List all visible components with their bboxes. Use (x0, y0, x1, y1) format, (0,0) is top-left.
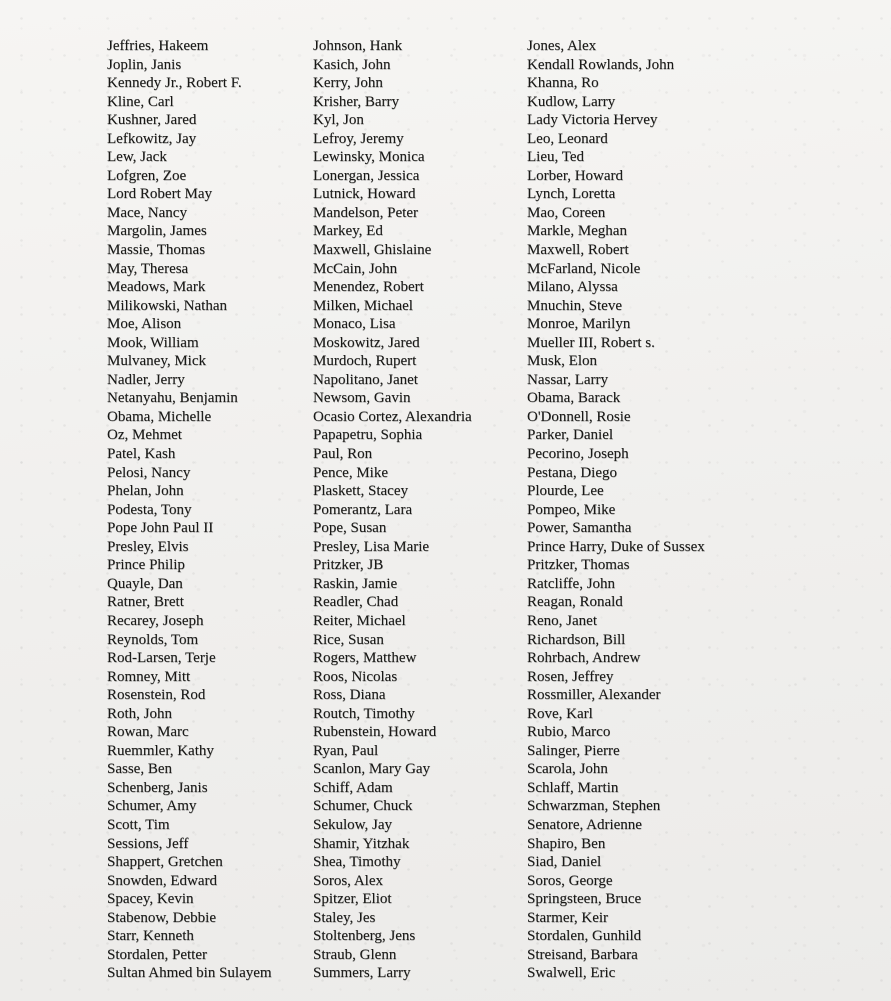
name-entry: Sultan Ahmed bin Sulayem (107, 965, 272, 982)
name-entry: Stordalen, Petter (107, 946, 207, 963)
name-entry: Monaco, Lisa (313, 316, 396, 333)
name-entry: Maxwell, Robert (527, 242, 629, 259)
name-entry: Rosenstein, Rod (107, 687, 206, 704)
name-entry: Musk, Elon (527, 353, 598, 370)
name-entry: Spitzer, Eliot (313, 891, 392, 908)
name-entry: Shappert, Gretchen (107, 854, 223, 871)
name-entry: Rove, Karl (527, 705, 593, 722)
name-entry: Scott, Tim (107, 816, 170, 833)
name-entry: Mnuchin, Steve (527, 297, 622, 314)
name-entry: Stabenow, Debbie (107, 909, 216, 926)
name-entry: Streisand, Barbara (527, 946, 638, 963)
name-entry: Ratner, Brett (107, 594, 184, 611)
name-entry: O'Donnell, Rosie (527, 408, 631, 425)
name-entry: Scanlon, Mary Gay (313, 761, 431, 778)
name-entry: Stoltenberg, Jens (313, 928, 416, 945)
name-entry: Massie, Thomas (107, 242, 206, 259)
name-list-column-2 (313, 37, 472, 983)
name-entry: Schiff, Adam (313, 779, 393, 796)
name-entry: Pelosi, Nancy (107, 464, 191, 481)
name-entry: Khanna, Ro (527, 75, 599, 92)
name-entry: Johnson, Hank (313, 38, 403, 54)
name-entry: Presley, Lisa Marie (313, 538, 430, 555)
name-entry: Menendez, Robert (313, 279, 424, 296)
name-entry: Starmer, Keir (527, 909, 609, 926)
name-entry: Lorber, Howard (527, 167, 624, 184)
name-entry: Sekulow, Jay (313, 816, 393, 833)
name-entry: Pomerantz, Lara (313, 501, 413, 518)
name-entry: Schlaff, Martin (527, 779, 619, 796)
name-entry: Rice, Susan (313, 631, 384, 648)
name-entry: Obama, Barack (527, 390, 621, 407)
name-entry: Rosen, Jeffrey (527, 668, 614, 685)
name-entry: Pope, Susan (313, 520, 387, 537)
name-entry: Jones, Alex (527, 38, 597, 54)
name-entry: Pritzker, JB (313, 557, 384, 574)
name-entry: Pope John Paul II (107, 520, 214, 537)
name-entry: Lutnick, Howard (313, 186, 416, 203)
name-entry: Lewinsky, Monica (313, 149, 425, 166)
name-entry: Schumer, Chuck (313, 798, 413, 815)
name-entry: Reno, Janet (527, 612, 597, 629)
name-entry: Mace, Nancy (107, 204, 187, 221)
name-entry: Roos, Nicolas (313, 668, 398, 685)
name-entry: Recarey, Joseph (107, 612, 204, 629)
name-entry: Rossmiller, Alexander (527, 687, 661, 704)
name-entry: Shapiro, Ben (527, 835, 606, 852)
name-entry: Lady Victoria Hervey (527, 112, 658, 129)
name-entry: Lew, Jack (107, 149, 167, 166)
name-entry: Spacey, Kevin (107, 891, 194, 908)
name-entry: Meadows, Mark (107, 279, 206, 296)
name-entry: McFarland, Nicole (527, 260, 641, 277)
name-entry: Plourde, Lee (527, 483, 604, 500)
name-entry: Kendall Rowlands, John (527, 56, 675, 73)
name-entry: Markey, Ed (313, 223, 383, 240)
name-entry: Routch, Timothy (313, 705, 415, 722)
name-entry: Prince Harry, Duke of Sussex (527, 538, 705, 555)
name-entry: Ryan, Paul (313, 742, 379, 759)
name-entry: Kushner, Jared (107, 112, 197, 129)
name-list-column-3 (527, 37, 705, 983)
name-entry: Straub, Glenn (313, 946, 397, 963)
name-entry: Roth, John (107, 705, 173, 722)
name-entry: Napolitano, Janet (313, 371, 418, 388)
name-entry: Lord Robert May (107, 186, 212, 203)
name-entry: Kline, Carl (107, 93, 174, 110)
name-entry: Rubenstein, Howard (313, 724, 437, 741)
name-entry: Pence, Mike (313, 464, 388, 481)
name-entry: Phelan, John (107, 483, 184, 500)
name-entry: Monroe, Marilyn (527, 316, 631, 333)
name-entry: Lefroy, Jeremy (313, 130, 404, 147)
name-entry: Podesta, Tony (107, 501, 192, 518)
name-entry: Lynch, Loretta (527, 186, 616, 203)
name-entry: Ross, Diana (313, 687, 386, 704)
name-entry: Netanyahu, Benjamin (107, 390, 238, 407)
name-entry: Lofgren, Zoe (107, 167, 187, 184)
name-entry: Summers, Larry (313, 965, 411, 982)
name-entry: Shea, Timothy (313, 854, 401, 871)
name-entry: Power, Samantha (527, 520, 632, 537)
name-entry: Kasich, John (313, 56, 391, 73)
name-entry: Schumer, Amy (107, 798, 197, 815)
name-entry: Soros, Alex (313, 872, 384, 889)
name-entry: Richardson, Bill (527, 631, 626, 648)
name-entry: Rohrbach, Andrew (527, 650, 641, 667)
name-entry: McCain, John (313, 260, 398, 277)
name-entry: Pritzker, Thomas (527, 557, 630, 574)
name-entry: Rod-Larsen, Terje (107, 650, 216, 667)
name-entry: Pecorino, Joseph (527, 446, 629, 463)
name-entry: Shamir, Yitzhak (313, 835, 410, 852)
name-entry: Raskin, Jamie (313, 575, 398, 592)
name-entry: Newsom, Gavin (313, 390, 411, 407)
name-entry: Plaskett, Stacey (313, 483, 408, 500)
name-entry: Schenberg, Janis (107, 779, 208, 796)
name-entry: Patel, Kash (107, 446, 176, 463)
name-entry: Leo, Leonard (527, 130, 608, 147)
name-entry: Kudlow, Larry (527, 93, 616, 110)
name-entry: Reynolds, Tom (107, 631, 199, 648)
name-entry: Rubio, Marco (527, 724, 611, 741)
name-entry: Senatore, Adrienne (527, 816, 642, 833)
name-entry: Presley, Elvis (107, 538, 189, 555)
name-entry: Swalwell, Eric (527, 965, 616, 982)
name-entry: Rowan, Marc (107, 724, 189, 741)
name-entry: Jeffries, Hakeem (107, 38, 209, 54)
name-entry: Lefkowitz, Jay (107, 130, 197, 147)
name-entry: Staley, Jes (313, 909, 376, 926)
name-entry: Nassar, Larry (527, 371, 609, 388)
name-entry: May, Theresa (107, 260, 189, 277)
name-entry: Lonergan, Jessica (313, 167, 420, 184)
name-entry: Oz, Mehmet (107, 427, 182, 444)
name-entry: Springsteen, Bruce (527, 891, 642, 908)
name-entry: Quayle, Dan (107, 575, 183, 592)
name-entry: Papapetru, Sophia (313, 427, 423, 444)
name-entry: Mulvaney, Mick (107, 353, 207, 370)
name-entry: Kennedy Jr., Robert F. (107, 75, 242, 92)
name-entry: Mueller III, Robert s. (527, 334, 655, 351)
name-entry: Prince Philip (107, 557, 185, 574)
name-entry: Soros, George (527, 872, 613, 889)
name-entry: Starr, Kenneth (107, 928, 194, 945)
name-entry: Schwarzman, Stephen (527, 798, 661, 815)
name-entry: Romney, Mitt (107, 668, 191, 685)
name-entry: Obama, Michelle (107, 408, 212, 425)
name-list-column-1 (107, 37, 272, 983)
name-entry: Rogers, Matthew (313, 650, 417, 667)
name-entry: Markle, Meghan (527, 223, 627, 240)
name-entry: Scarola, John (527, 761, 608, 778)
name-entry: Maxwell, Ghislaine (313, 242, 432, 259)
name-entry: Paul, Ron (313, 446, 373, 463)
name-entry: Sasse, Ben (107, 761, 172, 778)
name-entry: Ruemmler, Kathy (107, 742, 214, 759)
name-entry: Kerry, John (313, 75, 383, 92)
name-entry: Reagan, Ronald (527, 594, 623, 611)
name-entry: Reiter, Michael (313, 612, 406, 629)
name-entry: Kyl, Jon (313, 112, 364, 129)
name-entry: Mook, William (107, 334, 199, 351)
name-entry: Milano, Alyssa (527, 279, 618, 296)
name-entry: Mandelson, Peter (313, 204, 418, 221)
name-entry: Parker, Daniel (527, 427, 614, 444)
name-entry: Pompeo, Mike (527, 501, 616, 518)
name-entry: Siad, Daniel (527, 854, 602, 871)
name-entry: Ocasio Cortez, Alexandria (313, 408, 472, 425)
name-entry: Milken, Michael (313, 297, 413, 314)
name-entry: Readler, Chad (313, 594, 399, 611)
name-entry: Snowden, Edward (107, 872, 217, 889)
name-entry: Moe, Alison (107, 316, 182, 333)
name-entry: Sessions, Jeff (107, 835, 189, 852)
name-entry: Margolin, James (107, 223, 207, 240)
name-entry: Mao, Coreen (527, 204, 606, 221)
name-entry: Ratcliffe, John (527, 575, 616, 592)
name-entry: Pestana, Diego (527, 464, 617, 481)
name-entry: Stordalen, Gunhild (527, 928, 642, 945)
name-entry: Lieu, Ted (527, 149, 584, 166)
name-entry: Krisher, Barry (313, 93, 400, 110)
name-entry: Moskowitz, Jared (313, 334, 420, 351)
name-entry: Joplin, Janis (107, 56, 182, 73)
name-entry: Salinger, Pierre (527, 742, 620, 759)
name-entry: Milikowski, Nathan (107, 297, 227, 314)
name-entry: Nadler, Jerry (107, 371, 185, 388)
name-entry: Murdoch, Rupert (313, 353, 417, 370)
